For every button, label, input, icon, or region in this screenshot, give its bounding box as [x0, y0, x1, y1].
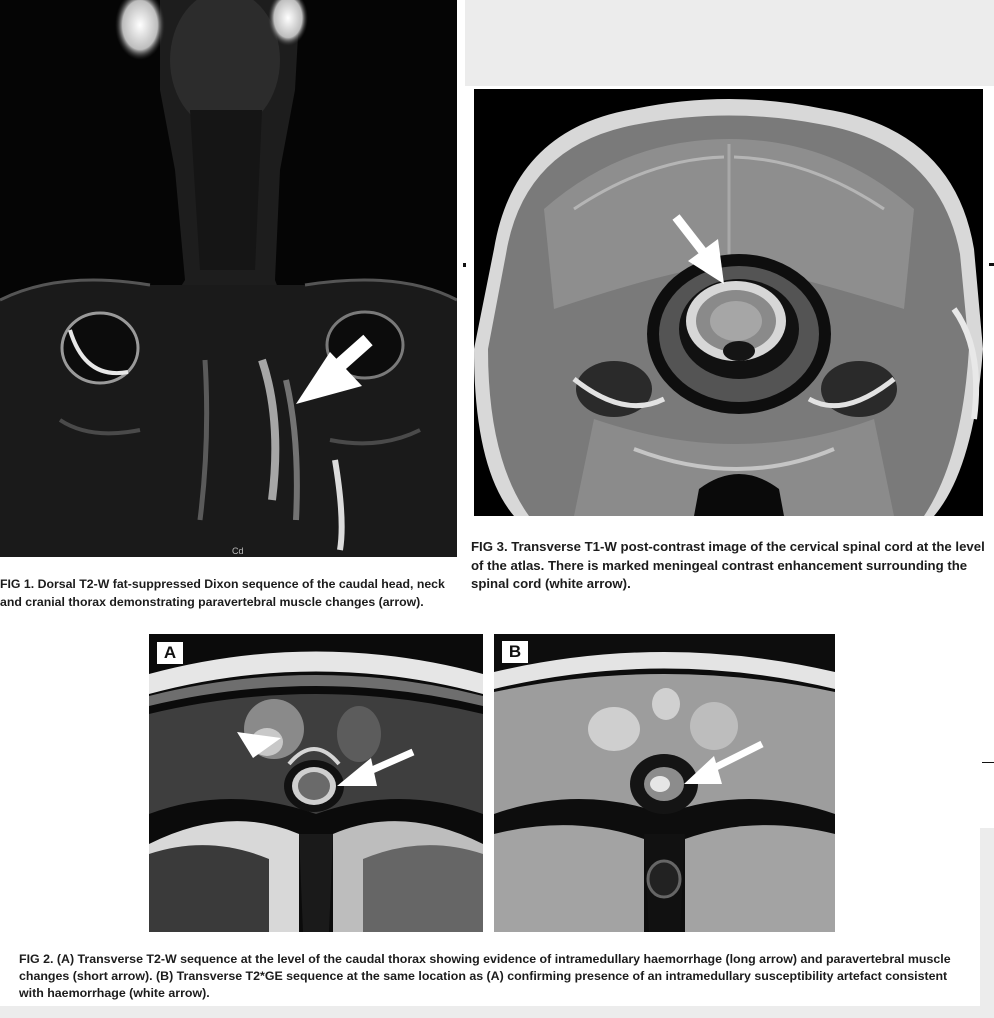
fig3-caption: FIG 3. Transverse T1-W post-contrast image of the cervical spinal cord at the level of the atlas. There is marked meningeal contrast enhancement surrounding the spinal cord (white arrow).: [471, 539, 985, 591]
fig2-panel-b-image: [494, 634, 835, 932]
fig1-caption: FIG 1. Dorsal T2-W fat-suppressed Dixon sequence of the caudal head, neck and cranial thorax demonstrating paravertebral muscle changes (arrow).: [0, 577, 445, 609]
fig1-mri-image: [0, 0, 457, 557]
right-gray-strip: [980, 828, 994, 1018]
fig2-panel-b-label: B: [502, 641, 528, 663]
crop-tick-left-mid: [463, 263, 466, 267]
fig1-scan-marker: Cd: [232, 546, 244, 556]
top-right-gray-block: [465, 0, 994, 86]
crop-tick-right-top: [989, 263, 994, 266]
crop-tick-right-bottom: [982, 762, 994, 763]
fig2-panel-a-image: [149, 634, 483, 932]
fig2-panel-a-label: A: [157, 642, 183, 664]
bottom-gray-strip: [0, 1006, 994, 1018]
fig2-caption: FIG 2. (A) Transverse T2-W sequence at the level of the caudal thorax showing evidence of intramedullary haemorrhage (long arrow) and paravertebral muscle changes (short arrow). (B) Transverse T2*GE sequence at the same location as (A) confirming presence of an intramedullary susceptibility artefact consistent with haemorrhage (white arrow).: [19, 952, 951, 1000]
fig3-mri-image: [474, 89, 983, 516]
